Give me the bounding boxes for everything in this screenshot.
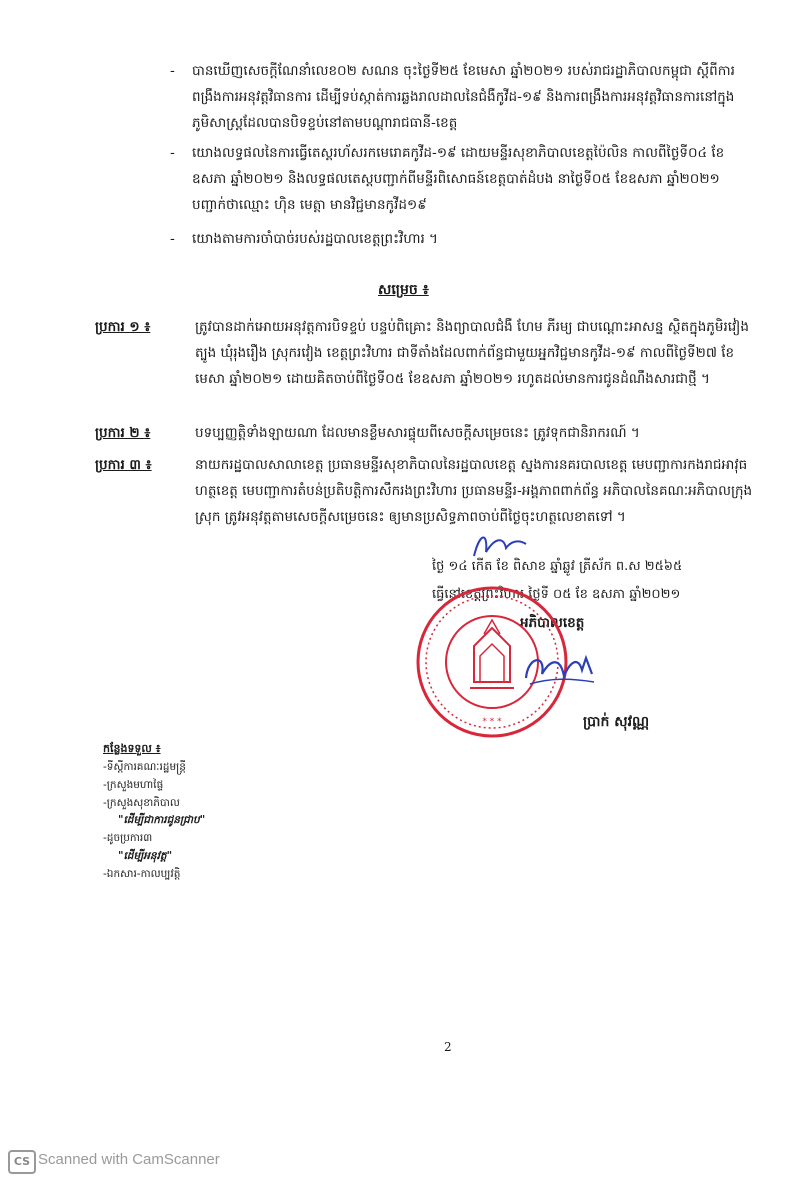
recipient-item: -ទីស្តីការគណៈរដ្ឋមន្ត្រី xyxy=(103,761,186,773)
reference-bullet-1: - បានឃើញសេចក្តីណែនាំលេខ០២ សណន ចុះថ្ងៃទី២៥ ខែមេសា ឆ្នាំ២០២១ របស់រាជរដ្ឋាភិបាលកម្ពុជា ស្តីពីការពង្រឹងការអនុវត្តវិធានការ ដើម្បីទប់ស្កាត់ការឆ្លងរាលដាលនៃជំងឺកូវីដ-១៩ និងការពង្រឹងការអនុវត្តវិធានការនៅក្នុងភូមិសាស្ត្រដែលបានបិទខ្ទប់នៅតាមបណ្តារាជធានី-ខេត្ត xyxy=(170,58,750,136)
article-text: នាយករដ្ឋបាលសាលាខេត្ត ប្រធានមន្ទីរសុខាភិបាលនៃរដ្ឋបាលខេត្ត ស្នងការនគរបាលខេត្ត មេបញ្ជាការកងរាជអាវុធហត្ថខេត្ត មេបញ្ជាការតំបន់ប្រតិបត្តិការសឹករងព្រះវិហារ ប្រធានមន្ទីរ-អង្គភាពពាក់ព័ន្ធ អភិបាលនៃគណៈអភិបាលក្រុង ស្រុក ត្រូវអនុវត្តតាមសេចក្តីសម្រេចនេះ ឲ្យមានប្រសិទ្ធភាពចាប់ពីថ្ងៃចុះហត្ថលេខាតទៅ ។ xyxy=(195,457,753,525)
article-label: ប្រការ ៣ ៖ xyxy=(95,457,152,473)
lunar-date: ថ្ងៃ ១៤ កើត ខែ ពិសាខ ឆ្នាំឆ្លូវ ត្រីស័ក ព.ស ២៥៦៥ xyxy=(432,559,683,574)
article-1 xyxy=(95,314,755,392)
svg-text:* * *: * * * xyxy=(482,717,502,727)
article-label: ប្រការ ១ ៖ xyxy=(95,319,151,335)
recipients-title: កន្លែងទទួល ៖ xyxy=(103,742,161,755)
recipient-item: -ឯកសារ-កាលប្បវត្តិ xyxy=(103,868,181,880)
recipient-item: -ដូចប្រការ៣ xyxy=(103,832,153,844)
camscanner-logo-icon: CS xyxy=(8,1150,36,1174)
article-3 xyxy=(95,452,755,530)
reference-bullet-3: - យោងតាមការចាំបាច់របស់រដ្ឋបាលខេត្តព្រះវិហារ ។ xyxy=(170,226,750,252)
governor-signature xyxy=(520,648,600,692)
recipient-note: "ដើម្បីជាការជូនជ្រាប" xyxy=(118,814,206,826)
solar-date: ធ្វើនៅខេត្តព្រះវិហារ ថ្ងៃទី ០៥ ខែ ឧសភា ឆ្នាំ២០២១ xyxy=(432,587,681,602)
article-2 xyxy=(95,420,755,446)
recipient-note: "ដើម្បីអនុវត្ត" xyxy=(118,850,173,862)
reference-text: បានឃើញសេចក្តីណែនាំលេខ០២ សណន ចុះថ្ងៃទី២៥ ខែមេសា ឆ្នាំ២០២១ របស់រាជរដ្ឋាភិបាលកម្ពុជា ស្តីពីការពង្រឹងការអនុវត្តវិធានការ ដើម្បីទប់ស្កាត់ការឆ្លងរាលដាលនៃជំងឺកូវីដ-១៩ និងការពង្រឹងការអនុវត្តវិធានការនៅក្នុងភូមិសាស្ត្រដែលបានបិទខ្ទប់នៅតាមបណ្តារាជធានី-ខេត្ត xyxy=(192,63,735,131)
recipient-item: -ក្រសួងសុខាភិបាល xyxy=(103,797,180,809)
article-label: ប្រការ ២ ៖ xyxy=(95,425,151,441)
article-text: បទប្បញ្ញត្តិទាំងឡាយណា ដែលមានខ្លឹមសារផ្ទុយពីសេចក្តីសម្រេចនេះ ត្រូវទុកជានិរាករណ៍ ។ xyxy=(195,425,640,441)
decision-heading: សម្រេច ៖ xyxy=(378,282,429,298)
article-text: ត្រូវបានដាក់អោយអនុវត្តការបិទខ្ទប់ បន្ទប់ពិគ្រោះ និងព្យាបាលជំងឺ ហែម ភីរម្យ ជាបណ្តោះអាសន្ន ស្ថិតក្នុងភូមិរវៀងត្បូង ឃុំរុងរឿង ស្រុករវៀង ខេត្តព្រះវិហារ ជាទីតាំងដែលពាក់ព័ន្ធជាមួយអ្នកវិជ្ជមានកូវីដ-១៩ កាលពីថ្ងៃទី២៧ ខែមេសា ឆ្នាំ២០២១ ដោយគិតចាប់ពីថ្ងៃទី០៥ ខែឧសភា ឆ្នាំ២០២១ រហូតដល់មានការជូនដំណឹងសារជាថ្មី ។ xyxy=(195,319,749,387)
signature-title: អភិបាលខេត្ត xyxy=(520,615,585,631)
reference-text: យោងលទ្ធផលនៃការធ្វើតេស្តរហ័សរកមេរោគកូវីដ-១៩ ដោយមន្ទីរសុខាភិបាលខេត្តប៉ៃលិន កាលពីថ្ងៃទី០៤ ខែឧសភា ឆ្នាំ២០២១ និងលទ្ធផលតេស្តបញ្ជាក់ពីមន្ទីរពិសោធន៍ខេត្តបាត់ដំបង នាថ្ងៃទី០៥ ខែឧសភា ឆ្នាំ២០២១ បញ្ជាក់ថាឈ្មោះ ហ៊ិន មេត្តា មានវិជ្ជមានកូវីដ១៩ xyxy=(192,145,725,213)
recipient-item: -ក្រសួងមហាផ្ទៃ xyxy=(103,779,164,791)
scanner-watermark: Scanned with CamScanner xyxy=(38,1151,220,1168)
signer-name: ប្រាក់ សុវណ្ណ xyxy=(583,714,650,730)
page-number: 2 xyxy=(444,1040,452,1054)
reference-bullet-2: - យោងលទ្ធផលនៃការធ្វើតេស្តរហ័សរកមេរោគកូវីដ-១៩ ដោយមន្ទីរសុខាភិបាលខេត្តប៉ៃលិន កាលពីថ្ងៃទី០៤ ខែឧសភា ឆ្នាំ២០២១ និងលទ្ធផលតេស្តបញ្ជាក់ពីមន្ទីរពិសោធន៍ខេត្តបាត់ដំបង នាថ្ងៃទី០៥ ខែឧសភា ឆ្នាំ២០២១ បញ្ជាក់ថាឈ្មោះ ហ៊ិន មេត្តា មានវិជ្ជមានកូវីដ១៩ xyxy=(170,140,750,218)
initial-signature xyxy=(470,526,530,566)
reference-text: យោងតាមការចាំបាច់របស់រដ្ឋបាលខេត្តព្រះវិហារ ។ xyxy=(192,231,438,247)
